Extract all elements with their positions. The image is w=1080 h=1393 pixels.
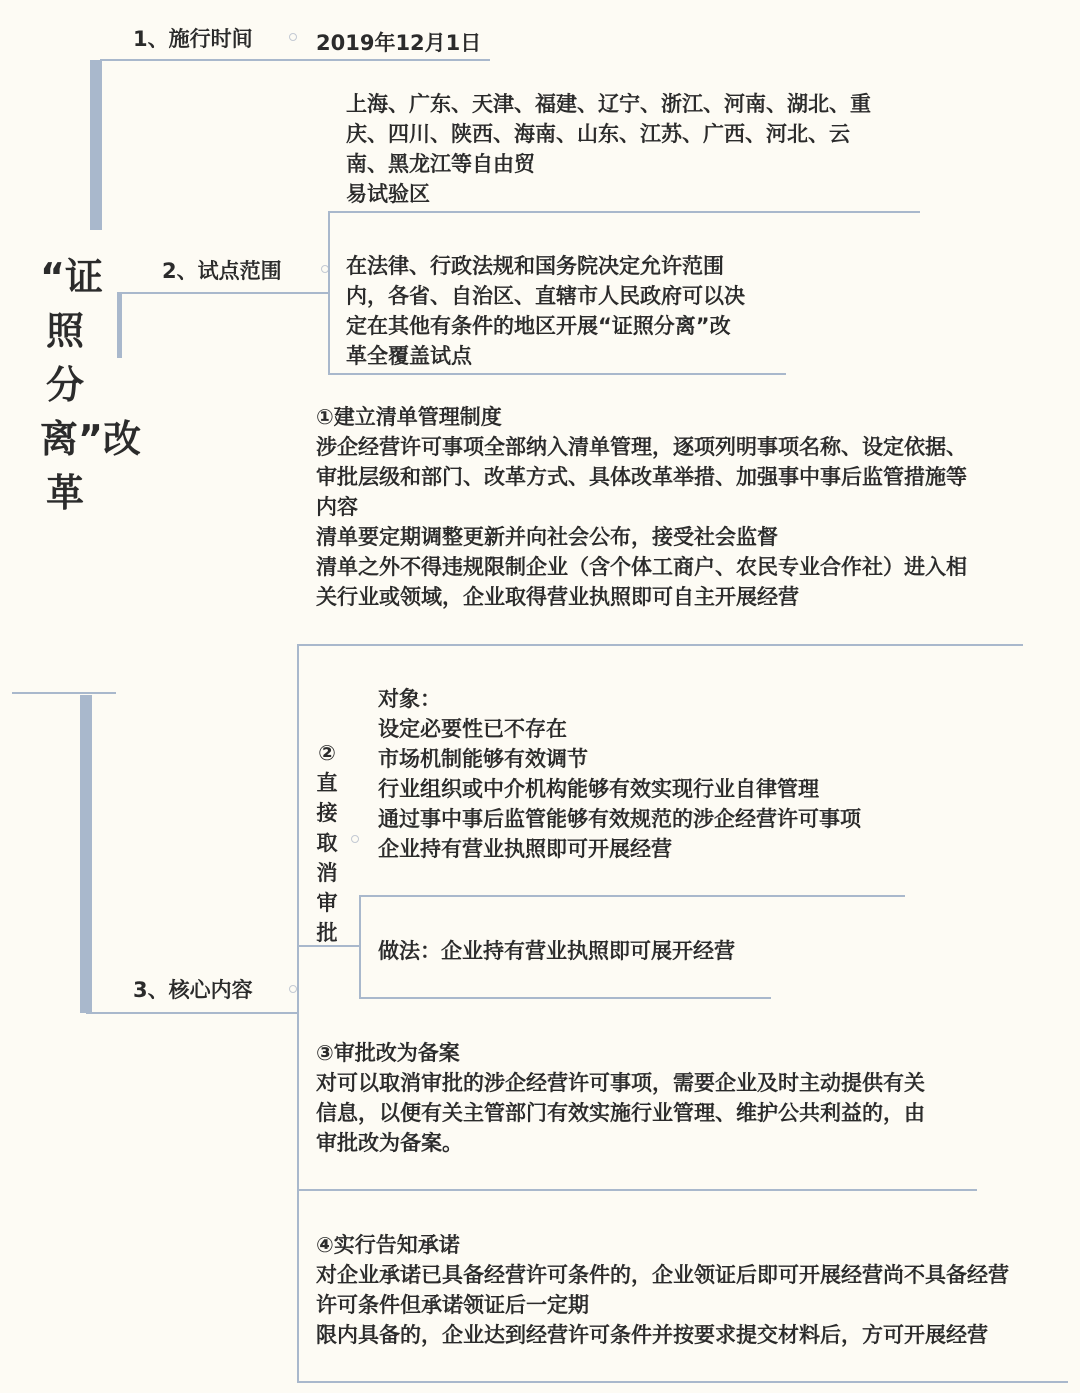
item3-line: 信息，以便有关主管部门有效实施行业管理、维护公共利益的，由: [316, 1101, 925, 1125]
root-title: “证照分离”改革: [40, 255, 141, 515]
item1-line: 涉企经营许可事项全部纳入清单管理，逐项列明事项名称、设定依据、: [316, 435, 967, 459]
item2-bracket: [359, 896, 361, 998]
branch1-line: [100, 59, 490, 61]
item1-title: ①建立清单管理制度: [316, 405, 502, 429]
item4-underline: [297, 1381, 1068, 1383]
branch2-item1-line: 易试验区: [346, 182, 430, 206]
item1-line: 关行业或领域，企业取得营业执照即可自主开展经营: [316, 585, 799, 609]
item1-underline: [297, 644, 1023, 646]
item2-sub1-line: 通过事中事后监管能够有效规范的涉企经营许可事项: [378, 807, 861, 831]
branch1-value: 2019年12月1日: [316, 31, 482, 55]
branch2-item1-underline: [328, 211, 920, 213]
branch2-item2-line: 定在其他有条件的地区开展“证照分离”改: [346, 314, 731, 338]
item2-sub2-underline: [359, 997, 771, 999]
branch2-bracket: [328, 212, 330, 374]
branch3-bracket: [297, 645, 299, 1382]
branch3-line: [86, 1012, 298, 1014]
trunk-lower: [80, 695, 92, 1013]
branch2-item2-line: 革全覆盖试点: [346, 344, 472, 368]
item4-line: 对企业承诺已具备经营许可条件的，企业领证后即可开展经营尚不具备经营: [316, 1263, 1009, 1287]
item2-collapse-dot[interactable]: [351, 835, 359, 843]
branch1-collapse-dot[interactable]: [289, 33, 297, 41]
branch3-collapse-dot[interactable]: [289, 985, 297, 993]
item1-line: 内容: [316, 495, 358, 519]
branch3-label: 3、核心内容: [133, 978, 253, 1002]
item3-underline: [297, 1189, 977, 1191]
branch2-item2-line: 内，各省、自治区、直辖市人民政府可以决: [346, 284, 745, 308]
item2-connector: [297, 945, 360, 947]
root-underline: [12, 692, 116, 694]
branch2-stub: [117, 292, 122, 358]
item2-sub2: 做法：企业持有营业执照即可展开经营: [378, 939, 735, 963]
item4-line: 限内具备的，企业达到经营许可条件并按要求提交材料后，方可开展经营: [316, 1323, 988, 1347]
item4-line: 许可条件但承诺领证后一定期: [316, 1293, 589, 1317]
branch2-item2-line: 在法律、行政法规和国务院决定允许范围: [346, 254, 724, 278]
branch2-item1-line: 南、黑龙江等自由贸: [346, 152, 535, 176]
item2-sub1-underline: [359, 895, 905, 897]
item2-sub1-line: 设定必要性已不存在: [378, 717, 567, 741]
item3-title: ③审批改为备案: [316, 1041, 460, 1065]
branch1-label: 1、施行时间: [133, 27, 253, 51]
item2-label: ②直接取消审批: [316, 741, 338, 945]
item3-line: 审批改为备案。: [316, 1131, 463, 1155]
item2-sub1-line: 企业持有营业执照即可开展经营: [378, 837, 672, 861]
item1-line: 清单之外不得违规限制企业（含个体工商户、农民专业合作社）进入相: [316, 555, 967, 579]
branch2-item2-underline: [328, 373, 786, 375]
item2-sub1-line: 行业组织或中介机构能够有效实现行业自律管理: [378, 777, 819, 801]
item2-sub1-line: 市场机制能够有效调节: [378, 747, 588, 771]
branch2-label: 2、试点范围: [162, 259, 282, 283]
item4-title: ④实行告知承诺: [316, 1233, 460, 1257]
item2-sub1-line: 对象：: [378, 687, 441, 711]
item3-line: 对可以取消审批的涉企经营许可事项，需要企业及时主动提供有关: [316, 1071, 925, 1095]
branch2-item1-line: 庆、四川、陕西、海南、山东、江苏、广西、河北、云: [346, 122, 850, 146]
item1-line: 审批层级和部门、改革方式、具体改革举措、加强事中事后监管措施等: [316, 465, 967, 489]
branch2-item1-line: 上海、广东、天津、福建、辽宁、浙江、河南、湖北、重: [346, 92, 871, 116]
trunk-upper: [90, 60, 102, 230]
branch2-connector: [117, 292, 329, 294]
item1-line: 清单要定期调整更新并向社会公布，接受社会监督: [316, 525, 778, 549]
